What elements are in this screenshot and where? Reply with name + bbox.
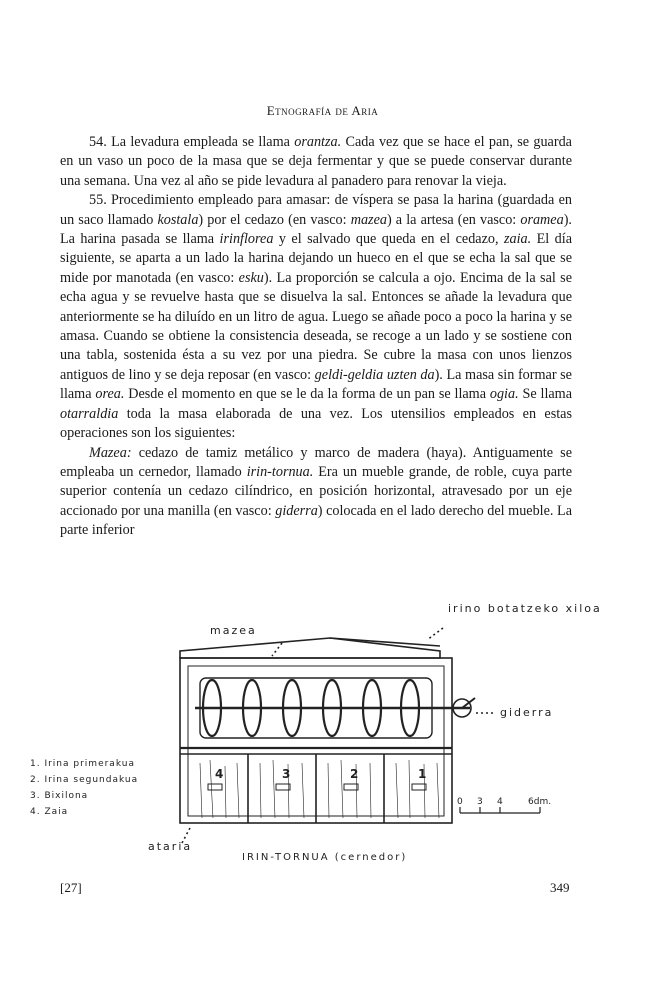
label-giderra: giderra xyxy=(500,706,554,719)
italic-term: zaia. xyxy=(503,231,532,248)
text-segment: Se llama xyxy=(518,386,573,403)
italic-term: irin-tornua. xyxy=(246,463,314,480)
text-segment: Cada vez que se hace el pan, se guarda en un vaso un poco de la masa que se deja fermentar y que se puede conservar durante una semana. Una vez al año se pide levadura al panadero para renovar la vieja. xyxy=(60,134,572,189)
legend-item-1: 1. Irina primerakua xyxy=(30,759,135,769)
text-segment: Era un mueble grande, de roble, cuya parte superior contenía un cedazo cilíndrico, en posición horizontal, atravesado por un eje accionado por una manilla (en vasco: xyxy=(60,463,572,519)
italic-term: ogia. xyxy=(489,386,519,403)
compartment-number-1: 1 xyxy=(418,767,427,781)
italic-term: irinflorea xyxy=(219,231,274,248)
scale-tick-0: 0 xyxy=(457,797,463,807)
paragraph-number: 55. xyxy=(89,192,107,209)
text-segment: ) por el cedazo (en vasco: xyxy=(198,211,351,228)
compartment-number-3: 3 xyxy=(282,767,291,781)
irin-tornua-figure xyxy=(30,588,620,878)
label-ataria: ataria xyxy=(148,840,193,853)
text-segment: La levadura empleada se llama xyxy=(106,134,295,150)
irin-tornua-drawing xyxy=(30,588,620,878)
text-segment: ). La proporción se calcula a ojo. Encima de la sal se echa agua y se revuelve hasta que se disuelva la sal. Entonces se añade la levadura que anteriormente se ha diluído en un litro de agua. Luego se añade poco a poco la harina y se amasa. Cuando se obtiene la consistencia deseada, se recoge a un lado y se sostiene con una tabla, sostenida ésta a su vez por una piedra. Se cubre la masa con unos lienzos antiguos de lino y se deja reposar (en vasco: xyxy=(60,269,572,383)
scale-tick-4: 4 xyxy=(497,797,503,807)
italic-term: Mazea: xyxy=(89,444,132,461)
italic-term: esku xyxy=(238,269,264,286)
italic-term: orea. xyxy=(95,386,125,403)
italic-term: giderra xyxy=(275,502,318,519)
compartment-number-4: 4 xyxy=(215,767,224,781)
legend-item-2: 2. Irina segundakua xyxy=(30,775,139,785)
text-segment: Procedimiento empleado para amasar: de víspera se pasa la harina (guardada en un saco llamado xyxy=(60,192,572,228)
paragraph-mazea xyxy=(60,444,572,541)
paragraph-55 xyxy=(60,191,572,443)
compartment-number-2: 2 xyxy=(350,767,359,781)
running-title: Etnografía de Aria xyxy=(266,103,379,118)
page-number: 349 xyxy=(550,880,570,895)
text-segment: cedazo de tamiz metálico y marco de madera (haya). Antiguamente se empleaba un cernedor, llamado xyxy=(60,444,572,480)
text-segment: Desde el momento en que se le da la forma de un pan se llama xyxy=(124,386,490,403)
scale-tick-6dm: 6dm. xyxy=(528,797,552,807)
italic-term: kostala xyxy=(157,211,199,228)
label-irino-botatzeko-xiloa: irino botatzeko xiloa xyxy=(448,602,602,615)
footer-reference: [27] xyxy=(60,880,82,895)
legend-item-3: 3. Bixilona xyxy=(30,791,89,801)
body-text xyxy=(60,133,572,541)
legend-item-4: 4. Zaia xyxy=(30,807,69,817)
label-mazea: mazea xyxy=(210,624,257,637)
italic-term: mazea xyxy=(350,211,387,228)
scale-tick-3: 3 xyxy=(477,797,483,807)
text-segment: ) colocada en el lado derecho del mueble. La parte inferior xyxy=(60,502,572,539)
text-segment: toda la masa elaborada de una vez. Los utensilios empleados en estas operaciones son los siguientes: xyxy=(60,405,572,442)
text-segment: El día siguiente, se aparta a un lado la harina dejando un hueco en el que se echa la sal que se mide por manotada (en vasco: xyxy=(60,231,572,286)
paragraph-54 xyxy=(60,133,572,191)
italic-term: orantza. xyxy=(294,134,342,150)
paragraph-number: 54. xyxy=(89,134,107,150)
text-segment: ) a la artesa (en vasco: xyxy=(386,211,521,228)
text-segment: ). La masa sin formar se llama xyxy=(60,366,572,403)
cabinet-drawing xyxy=(180,628,540,843)
italic-term: otarraldia xyxy=(60,405,119,422)
figure-caption: IRIN-TORNUA (cernedor) xyxy=(242,852,408,863)
italic-term: oramea xyxy=(520,211,564,228)
text-segment: ). La harina pasada se llama xyxy=(60,211,572,248)
italic-term: geldi-geldia uzten da xyxy=(314,366,435,383)
text-segment: y el salvado que queda en el cedazo, xyxy=(273,231,504,248)
